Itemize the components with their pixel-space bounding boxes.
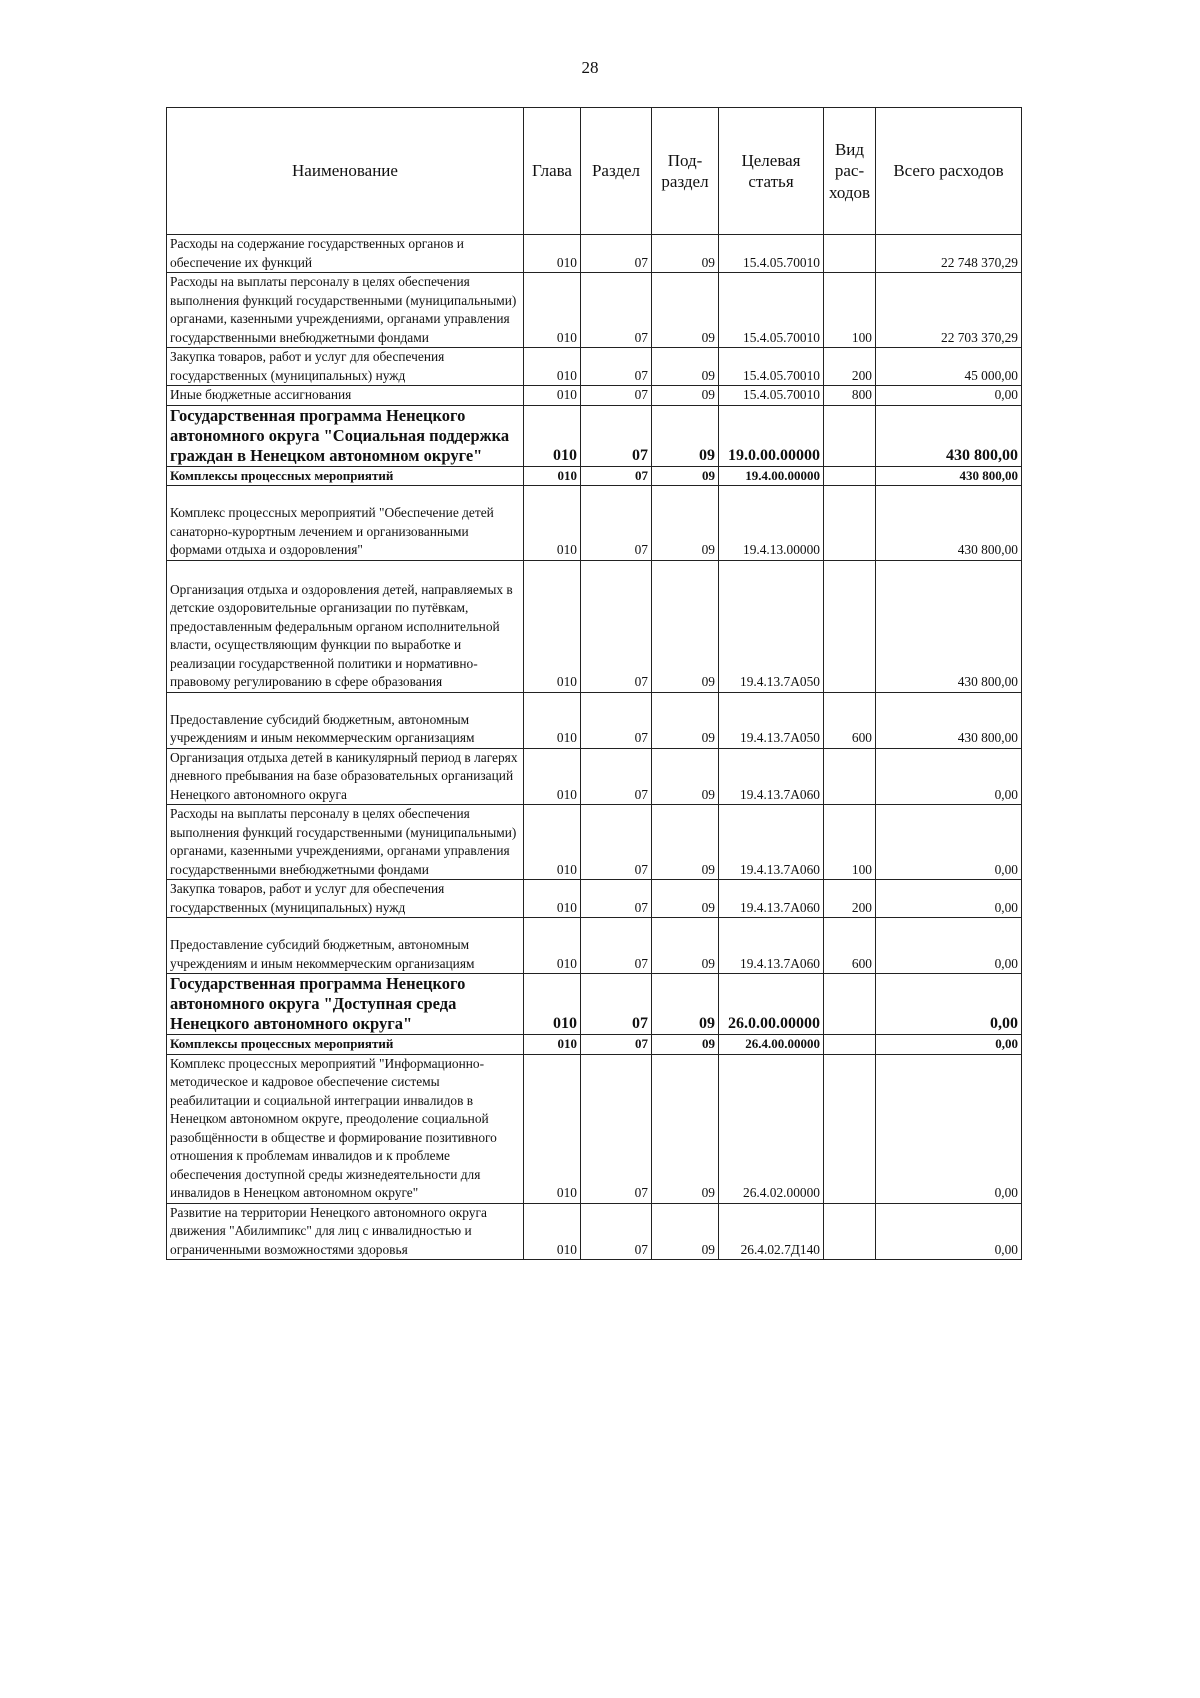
cell-subsection: 09 [652,405,719,466]
cell-name: Предоставление субсидий бюджетным, автономным учреждениям и иным некоммерческим организациям [167,692,524,748]
cell-subsection: 09 [652,748,719,805]
cell-total: 0,00 [876,1054,1022,1203]
cell-expense-type [824,974,876,1035]
cell-section: 07 [581,805,652,880]
cell-subsection: 09 [652,348,719,386]
table-row [167,466,1022,486]
cell-target-article: 26.4.00.00000 [719,1035,824,1055]
header-chapter: Глава [524,108,581,235]
table-row [167,880,1022,918]
cell-subsection: 09 [652,1054,719,1203]
cell-subsection: 09 [652,273,719,348]
cell-target-article: 19.4.13.7А060 [719,880,824,918]
header-name: Наименование [167,108,524,235]
cell-target-article: 19.4.13.00000 [719,486,824,561]
cell-chapter: 010 [524,974,581,1035]
cell-subsection: 09 [652,692,719,748]
cell-expense-type: 200 [824,880,876,918]
cell-target-article: 19.4.13.7А060 [719,805,824,880]
cell-total: 430 800,00 [876,466,1022,486]
cell-name: Закупка товаров, работ и услуг для обеспечения государственных (муниципальных) нужд [167,880,524,918]
cell-total: 430 800,00 [876,405,1022,466]
table-header-row [167,108,1022,235]
cell-subsection: 09 [652,235,719,273]
table-row [167,348,1022,386]
cell-expense-type: 600 [824,918,876,974]
table-row [167,1203,1022,1260]
cell-subsection: 09 [652,805,719,880]
page-number: 28 [581,58,599,77]
cell-chapter: 010 [524,405,581,466]
table-row [167,748,1022,805]
cell-chapter: 010 [524,273,581,348]
cell-chapter: 010 [524,466,581,486]
cell-expense-type: 100 [824,273,876,348]
cell-expense-type [824,748,876,805]
cell-expense-type: 600 [824,692,876,748]
cell-target-article: 19.4.13.7А060 [719,918,824,974]
table-body [167,235,1022,1260]
cell-section: 07 [581,235,652,273]
header-section: Раздел [581,108,652,235]
cell-expense-type [824,560,876,692]
cell-total: 430 800,00 [876,560,1022,692]
cell-subsection: 09 [652,560,719,692]
cell-section: 07 [581,466,652,486]
cell-chapter: 010 [524,386,581,406]
cell-total: 430 800,00 [876,486,1022,561]
cell-chapter: 010 [524,692,581,748]
cell-target-article: 26.0.00.00000 [719,974,824,1035]
cell-subsection: 09 [652,1035,719,1055]
cell-chapter: 010 [524,560,581,692]
cell-subsection: 09 [652,974,719,1035]
cell-target-article: 19.4.00.00000 [719,466,824,486]
cell-target-article: 19.4.13.7А050 [719,692,824,748]
cell-expense-type [824,1035,876,1055]
cell-name: Комплекс процессных мероприятий "Обеспечение детей санаторно-курортным лечением и организованными формами отдыха и оздоровления" [167,486,524,561]
cell-section: 07 [581,1054,652,1203]
table-row [167,974,1022,1035]
cell-expense-type: 800 [824,386,876,406]
cell-total: 22 703 370,29 [876,273,1022,348]
cell-name: Государственная программа Ненецкого автономного округа "Доступная среда Ненецкого автономного округа" [167,974,524,1035]
cell-total: 0,00 [876,880,1022,918]
cell-section: 07 [581,748,652,805]
table-row [167,560,1022,692]
cell-section: 07 [581,880,652,918]
cell-subsection: 09 [652,880,719,918]
cell-subsection: 09 [652,486,719,561]
cell-name: Закупка товаров, работ и услуг для обеспечения государственных (муниципальных) нужд [167,348,524,386]
cell-total: 22 748 370,29 [876,235,1022,273]
cell-subsection: 09 [652,1203,719,1260]
cell-section: 07 [581,1035,652,1055]
cell-section: 07 [581,918,652,974]
cell-expense-type [824,235,876,273]
cell-chapter: 010 [524,486,581,561]
cell-chapter: 010 [524,880,581,918]
cell-name: Предоставление субсидий бюджетным, автономным учреждениям и иным некоммерческим организациям [167,918,524,974]
table-row [167,1054,1022,1203]
cell-chapter: 010 [524,748,581,805]
cell-target-article: 15.4.05.70010 [719,235,824,273]
cell-name: Государственная программа Ненецкого автономного округа "Социальная поддержка граждан в Ненецком автономном округе" [167,405,524,466]
cell-target-article: 26.4.02.00000 [719,1054,824,1203]
cell-name: Комплекс процессных мероприятий "Информационно-методическое и кадровое обеспечение системы реабилитации и социальной интеграции инвалидов в Ненецком автономном округе, преодоление социальной разобщённости в обществе и формирование позитивного отношения к проблемам инвалидов и к проблеме обеспечения доступной среды жизнедеятельности для инвалидов в Ненецком автономном округе" [167,1054,524,1203]
cell-section: 07 [581,1203,652,1260]
cell-chapter: 010 [524,1054,581,1203]
cell-target-article: 26.4.02.7Д140 [719,1203,824,1260]
cell-name: Развитие на территории Ненецкого автономного округа движения "Абилимпикс" для лиц с инвалидностью и ограниченными возможностями здоровья [167,1203,524,1260]
header-target-article: Целевая статья [719,108,824,235]
cell-chapter: 010 [524,1203,581,1260]
cell-subsection: 09 [652,918,719,974]
cell-section: 07 [581,405,652,466]
table-row [167,405,1022,466]
table-row [167,805,1022,880]
cell-expense-type: 200 [824,348,876,386]
table-row [167,235,1022,273]
cell-name: Организация отдыха детей в каникулярный период в лагерях дневного пребывания на базе образовательных организаций Ненецкого автономного округа [167,748,524,805]
cell-total: 430 800,00 [876,692,1022,748]
cell-total: 0,00 [876,974,1022,1035]
cell-total: 0,00 [876,918,1022,974]
cell-section: 07 [581,560,652,692]
cell-section: 07 [581,273,652,348]
cell-name: Комплексы процессных мероприятий [167,466,524,486]
cell-name: Комплексы процессных мероприятий [167,1035,524,1055]
cell-total: 0,00 [876,1035,1022,1055]
cell-total: 0,00 [876,1203,1022,1260]
header-total: Всего расходов [876,108,1022,235]
cell-total: 45 000,00 [876,348,1022,386]
cell-expense-type [824,1203,876,1260]
table-row [167,486,1022,561]
cell-target-article: 19.4.13.7А050 [719,560,824,692]
cell-expense-type [824,1054,876,1203]
cell-section: 07 [581,974,652,1035]
cell-target-article: 19.0.00.00000 [719,405,824,466]
cell-chapter: 010 [524,348,581,386]
cell-name: Иные бюджетные ассигнования [167,386,524,406]
table-row [167,692,1022,748]
cell-section: 07 [581,692,652,748]
cell-chapter: 010 [524,918,581,974]
cell-section: 07 [581,486,652,561]
cell-section: 07 [581,386,652,406]
table-row [167,273,1022,348]
cell-expense-type [824,405,876,466]
cell-total: 0,00 [876,805,1022,880]
table-row [167,918,1022,974]
table-row [167,386,1022,406]
budget-table [166,107,1022,1260]
cell-name: Расходы на выплаты персоналу в целях обеспечения выполнения функций государственными (муниципальными) органами, казенными учреждениями, органами управления государственными внебюджетными фондами [167,805,524,880]
cell-target-article: 15.4.05.70010 [719,273,824,348]
cell-target-article: 15.4.05.70010 [719,386,824,406]
header-subsection: Под- раздел [652,108,719,235]
cell-total: 0,00 [876,748,1022,805]
cell-subsection: 09 [652,466,719,486]
cell-expense-type [824,486,876,561]
cell-target-article: 15.4.05.70010 [719,348,824,386]
cell-chapter: 010 [524,805,581,880]
table-row [167,1035,1022,1055]
header-expense-type: Вид рас- ходов [824,108,876,235]
cell-subsection: 09 [652,386,719,406]
cell-expense-type [824,466,876,486]
cell-section: 07 [581,348,652,386]
cell-total: 0,00 [876,386,1022,406]
cell-expense-type: 100 [824,805,876,880]
cell-chapter: 010 [524,235,581,273]
cell-target-article: 19.4.13.7А060 [719,748,824,805]
cell-chapter: 010 [524,1035,581,1055]
cell-name: Расходы на выплаты персоналу в целях обеспечения выполнения функций государственными (муниципальными) органами, казенными учреждениями, органами управления государственными внебюджетными фондами [167,273,524,348]
cell-name: Расходы на содержание государственных органов и обеспечение их функций [167,235,524,273]
cell-name: Организация отдыха и оздоровления детей, направляемых в детские оздоровительные организации по путёвкам, предоставленным федеральным органом исполнительной власти, осуществляющим функции по выработке и реализации государственной политики и нормативно-правовому регулированию в сфере образования [167,560,524,692]
